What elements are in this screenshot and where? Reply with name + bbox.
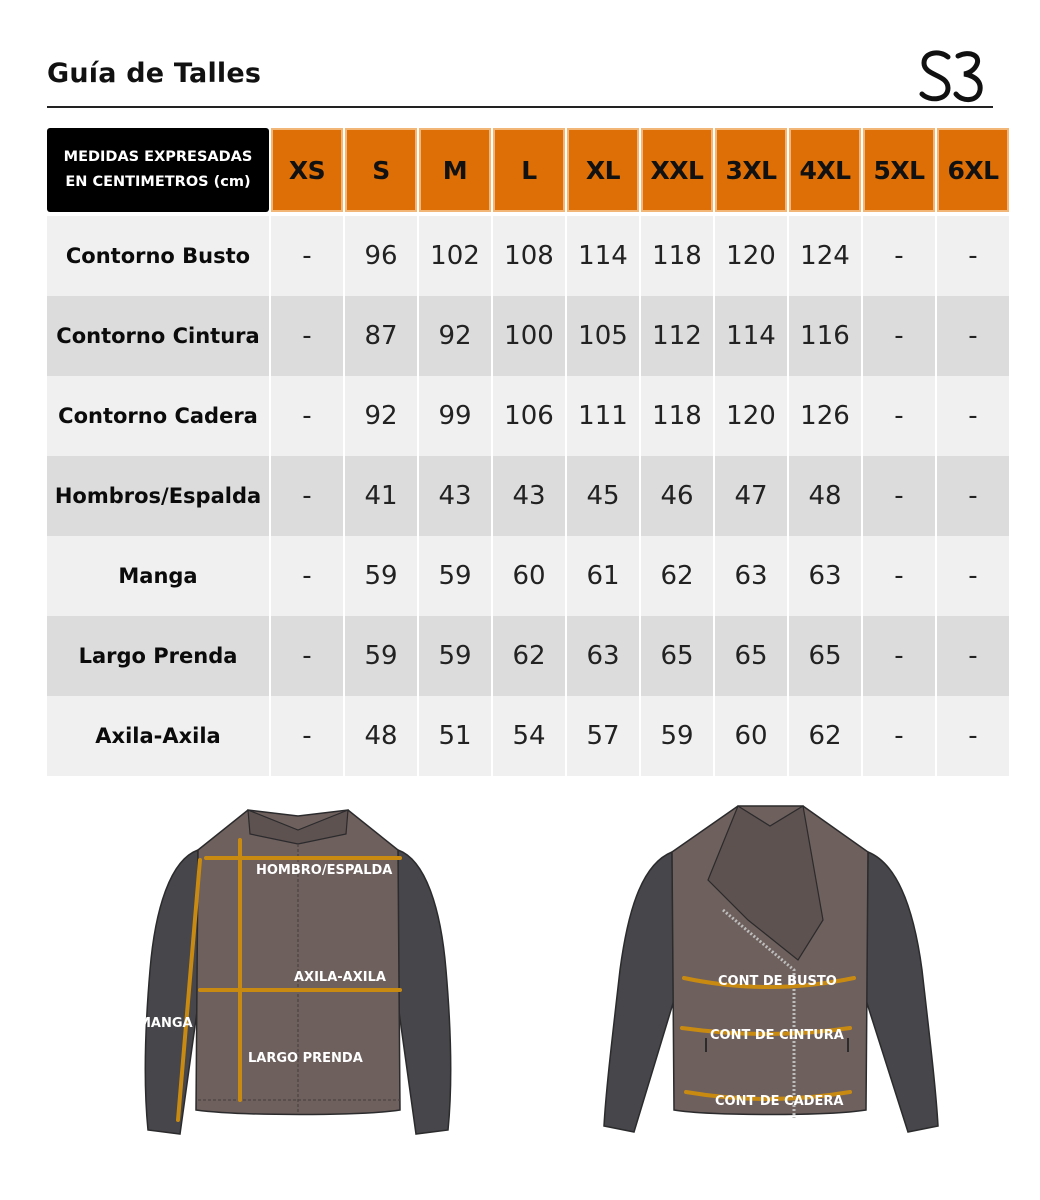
table-cell: 59: [641, 696, 713, 776]
table-cell: 51: [419, 696, 491, 776]
table-cell: 60: [715, 696, 787, 776]
table-cell: 112: [641, 296, 713, 376]
table-cell: 111: [567, 376, 639, 456]
label-largo-prenda: LARGO PRENDA: [248, 1051, 363, 1066]
table-cell: 120: [715, 216, 787, 296]
table-cell: 48: [789, 456, 861, 536]
table-cell: 87: [345, 296, 417, 376]
table-corner-header: [47, 128, 269, 212]
table-cell: 61: [567, 536, 639, 616]
table-cell: -: [271, 296, 343, 376]
table-cell: 62: [641, 536, 713, 616]
table-cell: 59: [419, 536, 491, 616]
row-label-manga: Manga: [47, 536, 269, 616]
table-cell: 65: [789, 616, 861, 696]
size-header-6xl: 6XL: [937, 128, 1009, 212]
table-cell: 102: [419, 216, 491, 296]
corner-line-1: MEDIDAS EXPRESADAS: [63, 149, 253, 165]
table-cell: 60: [493, 536, 565, 616]
table-cell: 114: [715, 296, 787, 376]
row-label-contorno-busto: Contorno Busto: [47, 216, 269, 296]
table-cell: 65: [715, 616, 787, 696]
table-cell: -: [937, 536, 1009, 616]
size-header-xl: XL: [567, 128, 639, 212]
table-cell: -: [937, 296, 1009, 376]
row-label-contorno-cintura: Contorno Cintura: [47, 296, 269, 376]
table-cell: -: [863, 696, 935, 776]
table-cell: -: [863, 216, 935, 296]
table-cell: 114: [567, 216, 639, 296]
size-header-xs: XS: [271, 128, 343, 212]
table-cell: 108: [493, 216, 565, 296]
table-cell: 46: [641, 456, 713, 536]
label-cont-cintura: CONT DE CINTURA: [710, 1028, 844, 1043]
table-cell: 124: [789, 216, 861, 296]
table-cell: 120: [715, 376, 787, 456]
table-cell: 41: [345, 456, 417, 536]
row-label-hombros-espalda: Hombros/Espalda: [47, 456, 269, 536]
table-cell: -: [271, 376, 343, 456]
label-cont-cadera: CONT DE CADERA: [715, 1094, 844, 1109]
size-header-l: L: [493, 128, 565, 212]
table-cell: -: [271, 696, 343, 776]
table-cell: 59: [345, 536, 417, 616]
table-cell: 126: [789, 376, 861, 456]
label-manga: MANGA: [138, 1016, 193, 1031]
table-cell: 47: [715, 456, 787, 536]
table-cell: 65: [641, 616, 713, 696]
size-header-3xl: 3XL: [715, 128, 787, 212]
jacket-front-diagram: [598, 800, 943, 1150]
size-header-5xl: 5XL: [863, 128, 935, 212]
header-divider: [47, 106, 993, 108]
jacket-back-diagram: [130, 800, 465, 1150]
table-cell: -: [937, 696, 1009, 776]
table-cell: 63: [715, 536, 787, 616]
table-cell: 106: [493, 376, 565, 456]
table-cell: -: [863, 296, 935, 376]
table-cell: 116: [789, 296, 861, 376]
table-cell: 54: [493, 696, 565, 776]
table-cell: -: [863, 456, 935, 536]
size-header-xxl: XXL: [641, 128, 713, 212]
label-cont-busto: CONT DE BUSTO: [718, 974, 837, 989]
table-cell: 105: [567, 296, 639, 376]
table-cell: 59: [419, 616, 491, 696]
size-header-s: S: [345, 128, 417, 212]
table-cell: 63: [789, 536, 861, 616]
table-cell: 99: [419, 376, 491, 456]
table-cell: 118: [641, 216, 713, 296]
table-cell: 57: [567, 696, 639, 776]
size-header-m: M: [419, 128, 491, 212]
table-cell: 59: [345, 616, 417, 696]
table-cell: -: [937, 376, 1009, 456]
row-label-contorno-cadera: Contorno Cadera: [47, 376, 269, 456]
table-cell: -: [271, 616, 343, 696]
page-title: Guía de Talles: [47, 58, 262, 89]
table-cell: 118: [641, 376, 713, 456]
size-header-4xl: 4XL: [789, 128, 861, 212]
table-cell: -: [863, 376, 935, 456]
label-hombro-espalda: HOMBRO/ESPALDA: [256, 863, 393, 878]
corner-line-2: EN CENTIMETROS (cm): [65, 174, 251, 190]
table-cell: 96: [345, 216, 417, 296]
table-cell: 92: [419, 296, 491, 376]
table-cell: 48: [345, 696, 417, 776]
table-cell: 45: [567, 456, 639, 536]
size-table: [47, 128, 1009, 776]
table-cell: 43: [419, 456, 491, 536]
table-cell: 63: [567, 616, 639, 696]
table-cell: -: [937, 216, 1009, 296]
table-cell: -: [937, 456, 1009, 536]
table-cell: -: [271, 536, 343, 616]
table-cell: 100: [493, 296, 565, 376]
label-axila-axila: AXILA-AXILA: [294, 970, 386, 985]
table-cell: 62: [789, 696, 861, 776]
table-cell: 62: [493, 616, 565, 696]
table-cell: -: [863, 536, 935, 616]
table-cell: -: [863, 616, 935, 696]
table-cell: 43: [493, 456, 565, 536]
table-cell: -: [937, 616, 1009, 696]
table-cell: -: [271, 456, 343, 536]
row-label-largo-prenda: Largo Prenda: [47, 616, 269, 696]
row-label-axila-axila: Axila-Axila: [47, 696, 269, 776]
brand-logo: [918, 48, 986, 104]
table-cell: 92: [345, 376, 417, 456]
table-cell: -: [271, 216, 343, 296]
